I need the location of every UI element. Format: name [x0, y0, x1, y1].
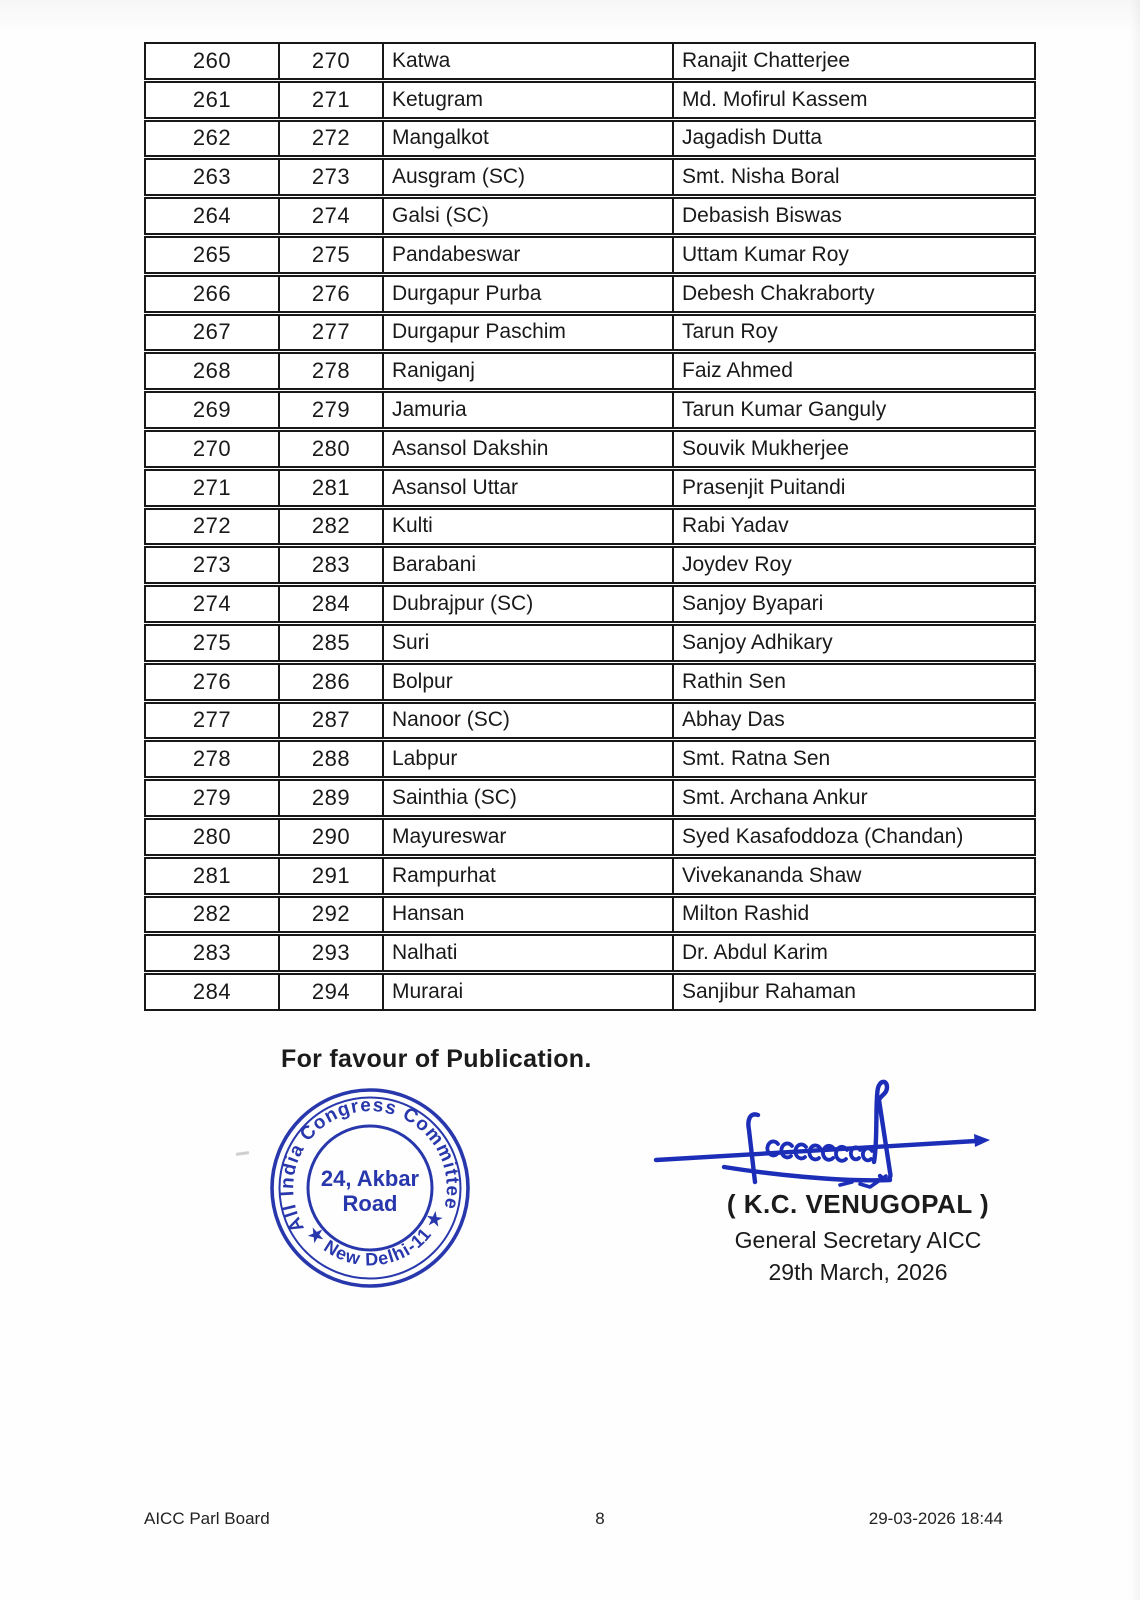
scan-artifact-dash: [236, 1151, 249, 1156]
table-row: [144, 81, 1036, 119]
serial-cell: 279: [146, 781, 280, 815]
serial-cell: 284: [146, 975, 280, 1009]
table-row: [144, 275, 1036, 313]
candidate-cell: Vivekananda Shaw: [682, 863, 862, 887]
table-row: [144, 934, 1036, 972]
signature-stroke: [840, 1182, 852, 1185]
candidate-cell: Debasish Biswas: [682, 204, 842, 228]
serial-cell: 282: [146, 898, 280, 932]
serial-cell: 264: [146, 199, 280, 233]
scan-artifact-right: [1130, 0, 1140, 1600]
pc-number-cell: 293: [280, 936, 384, 970]
candidate-cell: Sanjibur Rahaman: [682, 980, 856, 1004]
table-row: [144, 702, 1036, 740]
candidate-cell: Rathin Sen: [682, 669, 786, 693]
constituency-cell: Ausgram (SC): [384, 160, 674, 194]
candidate-cell: Jagadish Dutta: [682, 126, 823, 150]
constituency-cell: Hansan: [384, 898, 674, 932]
pc-number-cell: 277: [280, 316, 384, 350]
constituency-cell: Durgapur Purba: [384, 277, 674, 311]
constituency-cell: Murarai: [384, 975, 674, 1009]
pc-number-cell: 272: [280, 122, 384, 156]
table-row: [144, 352, 1036, 390]
serial-cell: 278: [146, 742, 280, 776]
constituency-cell: Asansol Uttar: [384, 471, 674, 505]
signature: [628, 1070, 1028, 1198]
serial-cell: 276: [146, 665, 280, 699]
serial-cell: 269: [146, 393, 280, 427]
table-row: [144, 973, 1036, 1011]
serial-cell: 265: [146, 238, 280, 272]
candidate-cell: Smt. Ratna Sen: [682, 747, 831, 771]
pc-number-cell: 283: [280, 548, 384, 582]
scan-artifact-top: [0, 0, 1140, 34]
candidate-cell: Abhay Das: [682, 708, 785, 732]
pc-number-cell: 289: [280, 781, 384, 815]
constituency-cell: Nanoor (SC): [384, 704, 674, 738]
constituency-cell: Labpur: [384, 742, 674, 776]
constituency-cell: Dubrajpur (SC): [384, 587, 674, 621]
stamp-bottom-text: ★ New Delhi-11 ★: [303, 1206, 448, 1270]
table-row: [144, 818, 1036, 856]
serial-cell: 263: [146, 160, 280, 194]
constituency-cell: Suri: [384, 626, 674, 660]
constituency-cell: Mayureswar: [384, 820, 674, 854]
stamp-center-line2: Road: [342, 1191, 398, 1216]
table-row: [144, 740, 1036, 778]
pc-number-cell: 278: [280, 354, 384, 388]
candidate-cell: Smt. Archana Ankur: [682, 786, 868, 810]
serial-cell: 275: [146, 626, 280, 660]
candidate-cell: Rabi Yadav: [682, 514, 789, 538]
pc-number-cell: 274: [280, 199, 384, 233]
serial-cell: 261: [146, 83, 280, 117]
serial-cell: 281: [146, 859, 280, 893]
footer-doc-name: AICC Parl Board: [144, 1509, 270, 1528]
candidate-cell: Prasenjit Puitandi: [682, 475, 846, 499]
serial-cell: 271: [146, 471, 280, 505]
stamp-ring-text: All India Congress Committee: [276, 1094, 463, 1236]
publication-note: For favour of Publication.: [281, 1045, 592, 1073]
signature-arrowhead: [974, 1134, 990, 1147]
pc-number-cell: 291: [280, 859, 384, 893]
constituency-cell: Rampurhat: [384, 859, 674, 893]
candidate-cell: Ranajit Chatterjee: [682, 48, 851, 72]
constituency-cell: Galsi (SC): [384, 199, 674, 233]
pc-number-cell: 282: [280, 510, 384, 544]
pc-number-cell: 280: [280, 432, 384, 466]
constituency-cell: Asansol Dakshin: [384, 432, 674, 466]
table-row: [144, 42, 1036, 80]
table-row: [144, 430, 1036, 468]
table-row: [144, 236, 1036, 274]
serial-cell: 283: [146, 936, 280, 970]
table-row: [144, 158, 1036, 196]
table-row: [144, 469, 1036, 507]
table-row: [144, 585, 1036, 623]
candidate-cell: Joydev Roy: [682, 553, 792, 577]
aicc-stamp: [258, 1076, 482, 1300]
pc-number-cell: 285: [280, 626, 384, 660]
signatory-name: ( K.C. VENUGOPAL ): [726, 1189, 990, 1219]
serial-cell: 262: [146, 122, 280, 156]
serial-cell: 267: [146, 316, 280, 350]
footer-datetime: 29-03-2026 18:44: [868, 1509, 1003, 1528]
constituency-cell: Nalhati: [384, 936, 674, 970]
pc-number-cell: 279: [280, 393, 384, 427]
pc-number-cell: 290: [280, 820, 384, 854]
signature-stroke: [724, 1167, 890, 1180]
candidate-cell: Milton Rashid: [682, 902, 810, 926]
table-row: [144, 779, 1036, 817]
serial-cell: 268: [146, 354, 280, 388]
candidate-cell: Faiz Ahmed: [682, 359, 793, 383]
candidate-cell: Smt. Nisha Boral: [682, 165, 840, 189]
candidate-cell: Syed Kasafoddoza (Chandan): [682, 824, 964, 848]
table-row: [144, 896, 1036, 934]
footer-page-number: 8: [595, 1509, 605, 1528]
pc-number-cell: 288: [280, 742, 384, 776]
pc-number-cell: 294: [280, 975, 384, 1009]
candidate-cell: Debesh Chakraborty: [682, 281, 875, 305]
pc-number-cell: 281: [280, 471, 384, 505]
signatory-date: 29th March, 2026: [768, 1259, 948, 1285]
serial-cell: 273: [146, 548, 280, 582]
candidate-cell: Sanjoy Adhikary: [682, 630, 833, 654]
constituency-cell: Ketugram: [384, 83, 674, 117]
constituency-cell: Barabani: [384, 548, 674, 582]
candidate-cell: Uttam Kumar Roy: [682, 242, 849, 266]
candidate-cell: Souvik Mukherjee: [682, 436, 849, 460]
candidate-table: [144, 42, 1036, 1011]
constituency-cell: Kulti: [384, 510, 674, 544]
table-row: [144, 314, 1036, 352]
pc-number-cell: 287: [280, 704, 384, 738]
constituency-cell: Bolpur: [384, 665, 674, 699]
signature-stroke: [874, 1082, 890, 1180]
pc-number-cell: 275: [280, 238, 384, 272]
candidate-cell: Md. Mofirul Kassem: [682, 87, 868, 111]
candidate-cell: Dr. Abdul Karim: [682, 941, 828, 965]
pc-number-cell: 284: [280, 587, 384, 621]
table-row: [144, 120, 1036, 158]
candidate-cell: Tarun Roy: [682, 320, 778, 344]
table-row: [144, 197, 1036, 235]
serial-cell: 272: [146, 510, 280, 544]
signatory-block: [648, 1189, 1068, 1286]
stamp-center-line1: 24, Akbar: [320, 1166, 420, 1191]
table-row: [144, 391, 1036, 429]
pc-number-cell: 276: [280, 277, 384, 311]
pc-number-cell: 273: [280, 160, 384, 194]
table-row: [144, 546, 1036, 584]
constituency-cell: Mangalkot: [384, 122, 674, 156]
constituency-cell: Durgapur Paschim: [384, 316, 674, 350]
pc-number-cell: 271: [280, 83, 384, 117]
serial-cell: 260: [146, 44, 280, 78]
constituency-cell: Katwa: [384, 44, 674, 78]
table-row: [144, 508, 1036, 546]
pc-number-cell: 292: [280, 898, 384, 932]
candidate-cell: Sanjoy Byapari: [682, 592, 824, 616]
table-row: [144, 624, 1036, 662]
candidate-cell: Tarun Kumar Ganguly: [682, 398, 887, 422]
signatory-title: General Secretary AICC: [734, 1227, 982, 1253]
pc-number-cell: 286: [280, 665, 384, 699]
table-row: [144, 663, 1036, 701]
constituency-cell: Raniganj: [384, 354, 674, 388]
constituency-cell: Pandabeswar: [384, 238, 674, 272]
serial-cell: 277: [146, 704, 280, 738]
pc-number-cell: 270: [280, 44, 384, 78]
serial-cell: 266: [146, 277, 280, 311]
table-row: [144, 857, 1036, 895]
constituency-cell: Sainthia (SC): [384, 781, 674, 815]
serial-cell: 274: [146, 587, 280, 621]
serial-cell: 270: [146, 432, 280, 466]
constituency-cell: Jamuria: [384, 393, 674, 427]
serial-cell: 280: [146, 820, 280, 854]
